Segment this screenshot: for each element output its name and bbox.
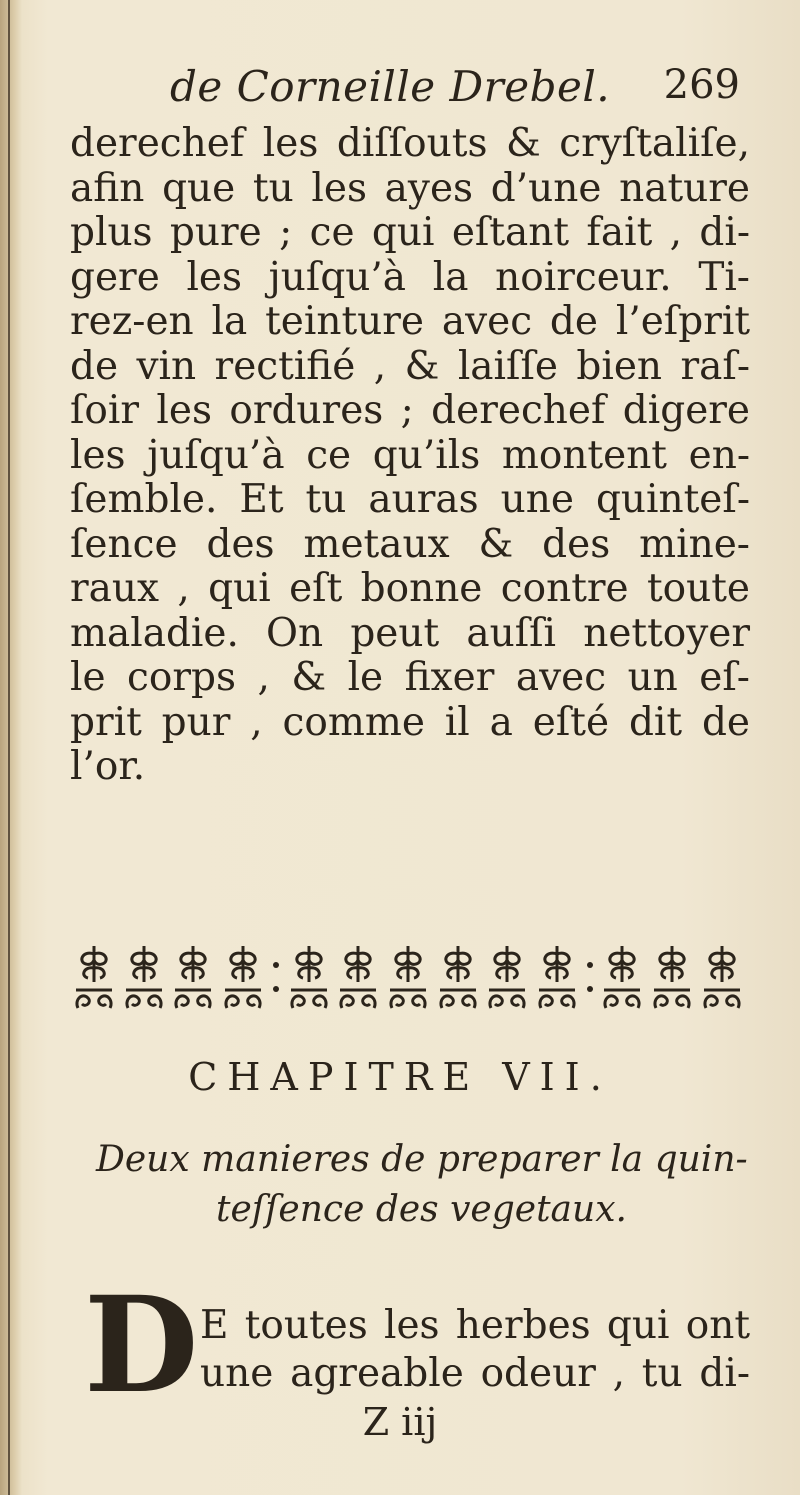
text-line: E toutes les herbes qui ont [200,1303,750,1348]
fleuron-ornament [436,942,480,1012]
text-line: ſoir les ordures ; derechef digere [70,388,750,433]
drop-cap-initial [84,1268,199,1423]
fleuron-ornament [287,942,331,1012]
page-number: 269 [663,62,740,108]
fleuron-ornament [221,942,265,1012]
text-line: de vin rectifié , & laiſſe bien raſ- [70,343,750,389]
page-gutter [0,0,22,1495]
subtitle-line: teſſence des vegetaux. [216,1189,627,1230]
ornament-separator [271,962,281,992]
text-line: une agreable odeur , tu di- [200,1351,750,1396]
opening-paragraph [200,1302,750,1398]
fleuron-ornament [535,942,579,1012]
fleuron-ornament [650,942,694,1012]
fleuron-ornament [171,942,215,1012]
text-line: raux , qui eſt bonne contre toute [70,566,750,611]
fleuron-ornament [122,942,166,1012]
running-head: de Corneille Drebel. [170,62,611,111]
text-line: ſemble. Et tu auras une quinteſ- [70,477,750,522]
subtitle-line: Deux manieres de preparer la quin- [96,1139,748,1180]
fleuron-ornament [386,942,430,1012]
fleuron-ornament [700,942,744,1012]
signature-mark: Z iij [362,1400,438,1444]
text-line: le corps , & le fixer avec un eſ- [70,655,750,700]
fleuron-ornament [485,942,529,1012]
text-line: ſence des metaux & des mine- [70,521,750,567]
text-line: prit pur , comme il a eſté dit de [70,699,750,745]
fleuron-ornament [72,942,116,1012]
text-line: plus pure ; ce qui eſtant fait , di- [70,210,750,255]
text-line: l’or. [70,744,146,789]
decorative-ornament-band [72,938,744,1016]
text-line: afin que tu les ayes d’une nature [70,165,750,211]
text-line: les juſqu’à ce qu’ils montent en- [70,432,750,478]
chapter-subtitle [96,1135,746,1235]
gutter-line [8,0,10,1495]
page-header [170,62,740,122]
text-line: rez-en la teinture avec de l’eſprit [70,299,750,344]
text-line: derechef les diſſouts & cryſtaliſe, [70,121,750,166]
chapter-title: CHAPITRE VII. [188,1055,612,1099]
fleuron-ornament [336,942,380,1012]
body-text [70,122,750,790]
text-line: gere les juſqu’à la noirceur. Ti- [70,254,750,300]
drop-cap-letter: D [84,1268,199,1423]
ornament-separator [585,962,595,992]
fleuron-ornament [600,942,644,1012]
text-line: maladie. On peut auſſi nettoyer [70,610,750,656]
